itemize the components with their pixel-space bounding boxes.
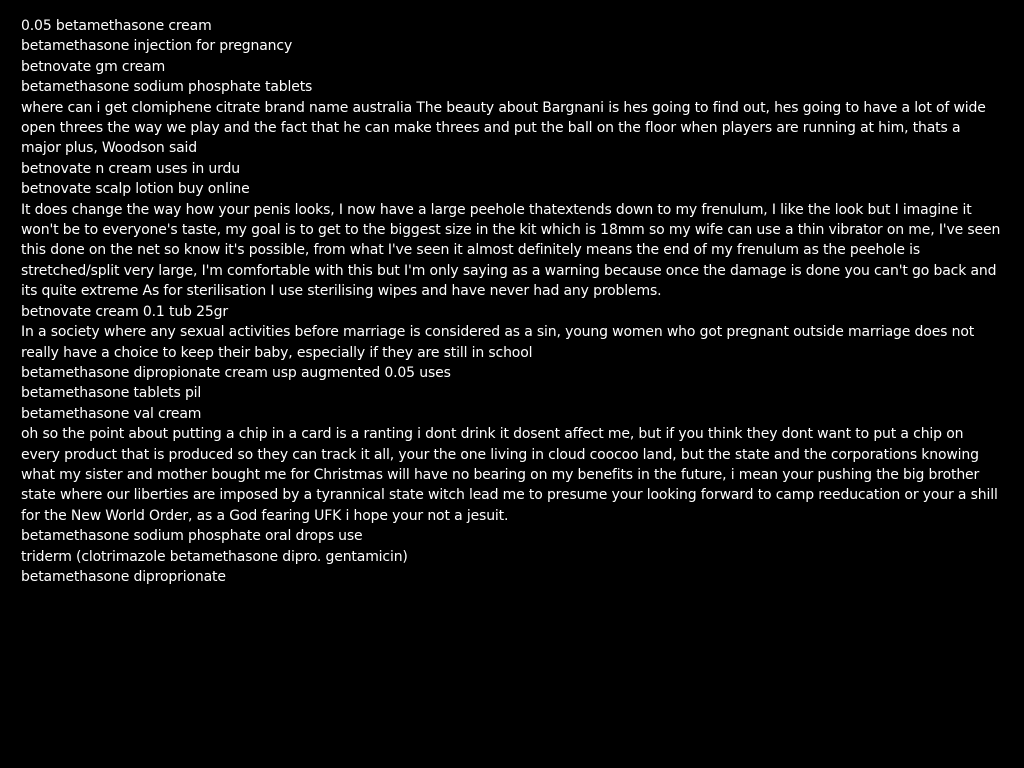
text-paragraph: where can i get clomiphene citrate brand name australia The beauty about Bargnani is hes going to find out, hes going to have a lot of wide open threes the way we play and the fact that he can make threes and put the ball on the floor when players are running at him, thats a major plus, Woodson said bbox=[21, 99, 986, 157]
text-line: triderm (clotrimazole betamethasone dipro. gentamicin) bbox=[21, 548, 408, 565]
text-line: betnovate gm cream bbox=[21, 58, 166, 75]
text-line: betamethasone diproprionate bbox=[21, 568, 226, 585]
text-line: betnovate cream 0.1 tub 25gr bbox=[21, 303, 228, 320]
text-line: betamethasone tablets pil bbox=[21, 385, 202, 402]
text-paragraph: oh so the point about putting a chip in a card is a ranting i dont drink it dosent affect me, but if you think they dont want to put a chip on every product that is produced so they can track it all, your the one living in cloud coocoo land, but the state and the corporations knowing what my sister and mother bought me for Christmas will have no bearing on my benefits in the future, i mean your pushing the big brother state where our liberties are imposed by a tyrannical state witch lead me to presume your looking forward to camp reeducation or your a shill for the New World Order, as a God fearing UFK i hope your not a jesuit. bbox=[21, 426, 998, 524]
text-paragraph: It does change the way how your penis looks, I now have a large peehole thatextends down to my frenulum, I like the look but I imagine it won't be to everyone's taste, my goal is to get to the biggest size in the kit which is 18mm so my wife can use a thin vibrator on me, I've seen this done on the net so know it's possible, from what I've seen it almost definitely means the end of my frenulum as the peehole is stretched/split very large, I'm comfortable with this but I'm only saying as a warning because once the damage is done you can't go back and its quite extreme As for sterilisation I use sterilising wipes and have never had any problems. bbox=[21, 201, 1001, 300]
text-paragraph: In a society where any sexual activities before marriage is considered as a sin, young women who got pregnant outside marriage does not really have a choice to keep their baby, especially if they are still in school bbox=[21, 324, 975, 361]
text-line: betnovate scalp lotion buy online bbox=[21, 181, 250, 198]
text-line: betamethasone sodium phosphate tablets bbox=[21, 79, 313, 96]
text-line: betamethasone sodium phosphate oral drops use bbox=[21, 528, 363, 545]
text-line: betamethasone injection for pregnancy bbox=[21, 38, 293, 55]
text-line: betamethasone dipropionate cream usp augmented 0.05 uses bbox=[21, 364, 451, 381]
text-block bbox=[21, 16, 1002, 587]
text-line: betnovate n cream uses in urdu bbox=[21, 160, 240, 177]
text-line: 0.05 betamethasone cream bbox=[21, 18, 212, 34]
text-line: betamethasone val cream bbox=[21, 405, 202, 422]
